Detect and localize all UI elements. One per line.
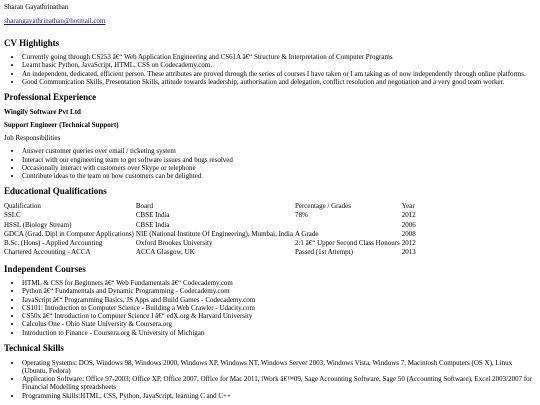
table-cell: 2012 (401, 239, 416, 248)
list-item: • Contribute ideas to the team on how customers can be delighted (22, 172, 536, 180)
list-item: • Calculus One - Ohio State University & Coursera.org (22, 320, 536, 328)
table-cell: 2008 (401, 229, 416, 238)
experience-heading: Professional Experience (4, 92, 97, 103)
table-row (4, 239, 444, 248)
list-item: • Operating Systems: DOS, Windows 98, Windows 2000, Windows XP, Windows NT, Windows Server 2003, Windows Vista, Windows 7, Macintosh Computers (OS X), Linux (Ubuntu, Fedora) (22, 359, 536, 376)
table-cell: CBSE India (135, 220, 170, 229)
table-cell: CBSE India (135, 211, 170, 220)
table-row (4, 230, 444, 239)
column-header: Percentage / Grades (294, 202, 351, 211)
table-cell: Chartered Accounting - ACCA (4, 248, 91, 257)
table-cell: SSLC (4, 211, 21, 220)
list-item: • Introduction to Finance - Coursera.org & University of Michigan (22, 329, 536, 337)
table-cell: HSSL (Biology Stream) (4, 220, 72, 229)
cv-highlights-heading: CV Highlights (4, 37, 60, 48)
table-row (4, 221, 444, 230)
education-heading: Educational Qualifications (4, 186, 107, 197)
table-cell: A Grade (294, 229, 319, 238)
list-item: • JavaScript â€“ Programming Basics, JS Apps and Build Games - Codecademy.com (22, 296, 536, 304)
table-cell: 2012 (401, 211, 416, 220)
table-cell: 78% (294, 211, 308, 220)
list-item: • Answer customer queries over email / ticketing system (22, 147, 536, 155)
responsibilities-list (4, 147, 536, 180)
column-header: Qualification (4, 202, 41, 211)
list-item: • Application Software: Office 97-2003; Office XP, Office 2007, Office for Mac 2011, iWork â€™09, Sage Accounting Software, Sage 50 (Accounting Software), Excel 2003/2007 for Financial Modelling spreadsheets (22, 375, 536, 392)
table-header-row (4, 202, 444, 211)
cv-highlights-list (4, 53, 536, 86)
company-name: Wingify Software Pvt Ltd (4, 107, 81, 116)
table-cell: 2:1 â€“ Upper Second Class Honours (294, 239, 400, 248)
courses-list (4, 279, 536, 337)
column-header: Year (401, 202, 415, 211)
responsibilities-label: Job Responsibilities (4, 134, 61, 143)
education-table (4, 202, 444, 258)
table-row (4, 248, 444, 257)
list-item: • An independent, dedicated, efficient person. These attributes are proved through the series of courses I have taken or I am taking as of now independently through online platforms. (22, 70, 536, 78)
list-item: • CS101: Introduction to Computer Science - Building a Web Crawler - Udacity.com (22, 304, 536, 312)
table-cell: 2006 (401, 220, 416, 229)
column-header: Board (135, 202, 153, 211)
skills-list (4, 359, 536, 400)
list-item: • HTML & CSS for Beginners â€“ Web Fundamentals â€“ Codecademy.com (22, 279, 536, 287)
table-cell: GDCA (Grad. Dipl in Computer Applications) (4, 229, 134, 238)
skills-heading: Technical Skills (4, 342, 64, 353)
list-item: • Interact with our engineering team to get software issues and bugs resolved (22, 156, 536, 164)
table-row (4, 211, 444, 220)
list-item: • Occasionally interact with customers over Skype or telephone (22, 164, 536, 172)
table-cell (295, 221, 402, 230)
table-cell: B.Sc. (Hons) - Applied Accounting (4, 239, 103, 248)
list-item: • Good Communication Skills, Presentation Skills, attitude towards leadership, authorisation and delegation, conflict resolution and negotiation and a very good team worker. (22, 78, 536, 86)
job-role: Support Engineer (Technical Support) (4, 120, 119, 129)
candidate-name: Sharan Gayathrinathan (4, 3, 69, 11)
list-item: • Currently going through CS253 â€“ Web Application Engineering and CS61A â€“ Structure & Interpretation of Computer Programs (22, 53, 536, 61)
email-link[interactable]: sharangayathrinathan@hotmail.com (4, 17, 106, 26)
table-cell: 2013 (401, 248, 416, 257)
list-item: • Python â€“ Fundamentals and Dynamic Programming - Codecademy.com (22, 287, 536, 295)
courses-heading: Independent Courses (4, 263, 86, 274)
table-cell: Passed (1st Attempt) (294, 248, 353, 257)
table-cell: ACCA Glasgow, UK (135, 248, 195, 257)
list-item: • Learnt basic Python, JavaScript, HTML, CSS on Codecademy.com. (22, 61, 536, 69)
list-item: • CS50x â€“ Introduction to Computer Science I â€“ edX.org & Harvard University (22, 312, 536, 320)
table-cell: NIE (National Institute Of Engineering), Mumbai, India (135, 229, 293, 238)
list-item: • Programming Skills:HTML, CSS, Python, JavaScript, learning C and C++ (22, 392, 536, 400)
table-cell: Oxford Brookes University (135, 239, 213, 248)
